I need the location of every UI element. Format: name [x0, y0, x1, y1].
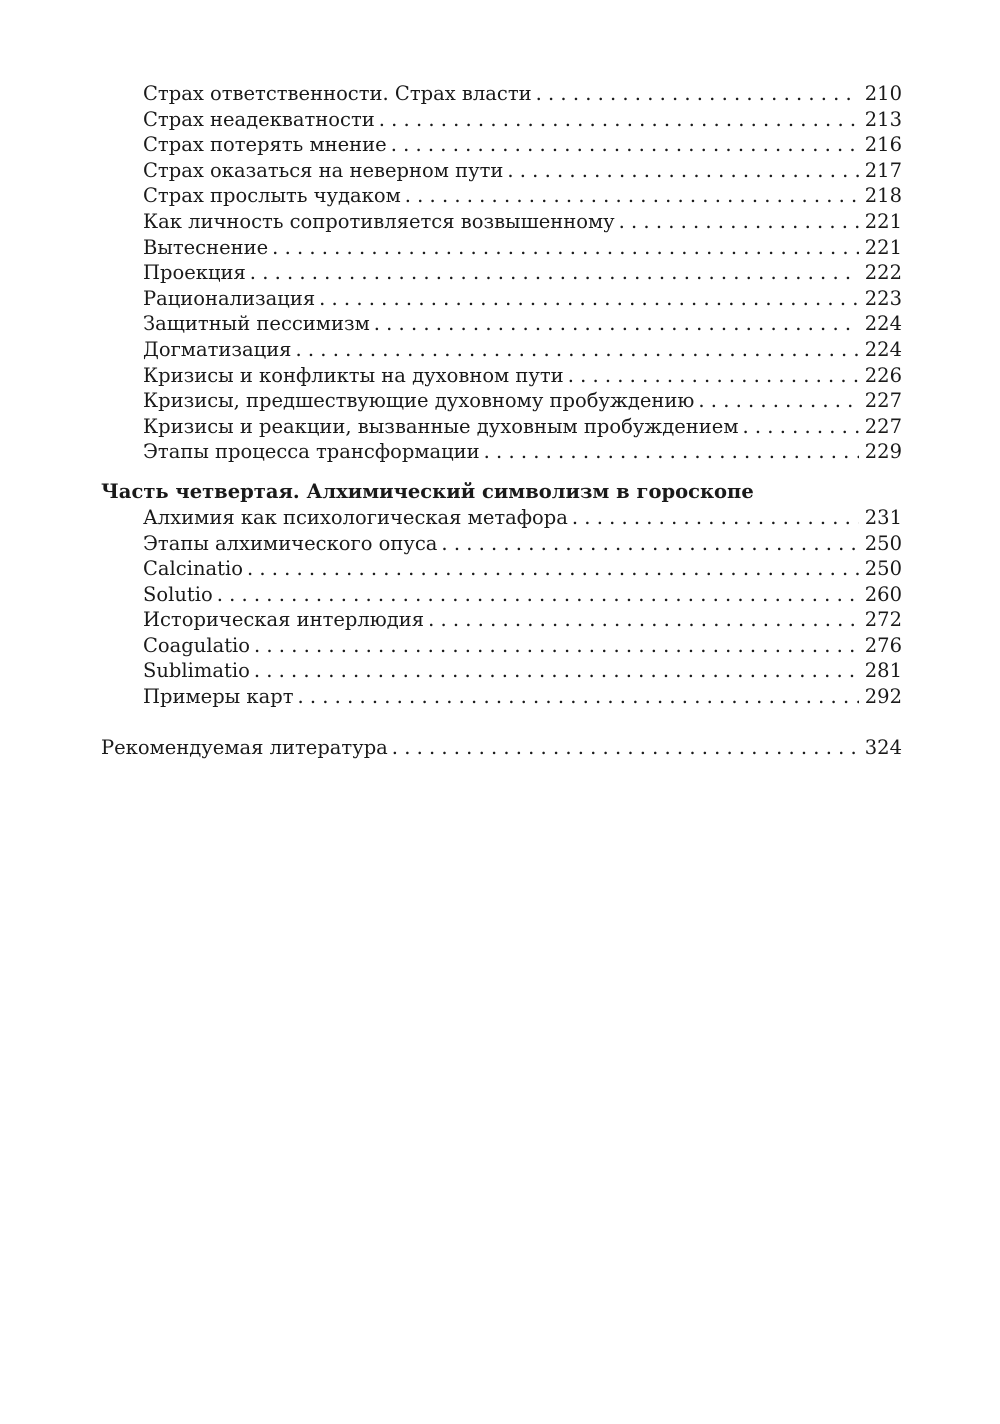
toc-entry-page: 281 — [864, 659, 902, 683]
toc-entry[interactable] — [101, 363, 902, 389]
toc-leader-dots — [428, 607, 859, 633]
toc-leader-dots — [254, 633, 859, 659]
toc-entry-title: Страх потерять мнение — [143, 132, 391, 158]
toc-entry-page: 223 — [864, 286, 902, 310]
toc-entry[interactable] — [101, 107, 902, 133]
toc-entry-title: Страх ответственности. Страх власти — [143, 81, 536, 107]
toc-entry-title: Примеры карт — [143, 684, 297, 710]
toc-entry[interactable] — [101, 81, 902, 107]
toc-leader-dots — [247, 556, 859, 582]
toc-part-four — [101, 505, 902, 710]
toc-entry[interactable] — [101, 260, 902, 286]
toc-entry-page: 224 — [864, 312, 902, 336]
toc-entry-title: Sublimatio — [143, 658, 254, 684]
toc-leader-dots — [441, 531, 858, 557]
toc-entry-page: 210 — [864, 82, 902, 105]
toc-entry[interactable] — [101, 183, 902, 209]
toc-entry-title: Кризисы и реакции, вызванные духовным пробуждением — [143, 414, 743, 440]
toc-entry-title: Догматизация — [143, 337, 296, 363]
toc-entry[interactable] — [101, 658, 902, 684]
toc-entry-bibliography[interactable] — [101, 735, 902, 761]
toc-entry-page: 226 — [864, 363, 902, 387]
toc-entry-title: Страх неадекватности — [143, 107, 379, 133]
toc-entry-title: Страх прослыть чудаком — [143, 183, 405, 209]
toc-entry-title: Защитный пессимизм — [143, 311, 374, 337]
toc-entry-page: 231 — [864, 505, 902, 529]
toc-entry[interactable] — [101, 388, 902, 414]
toc-entry-page: 260 — [864, 582, 902, 606]
toc-entry-page: 216 — [864, 133, 902, 157]
toc-entry-page: 229 — [864, 440, 902, 464]
toc-entry-title: Алхимия как психологическая метафора — [143, 505, 572, 531]
toc-entry-page: 218 — [864, 184, 902, 208]
toc-entry[interactable] — [101, 684, 902, 710]
table-of-contents — [101, 81, 902, 760]
toc-leader-dots — [572, 505, 859, 531]
toc-leader-dots — [297, 684, 858, 710]
toc-entry-page: 250 — [864, 557, 902, 581]
toc-leader-dots — [507, 158, 858, 184]
toc-entry-title: Calcinatio — [143, 556, 247, 582]
toc-leader-dots — [484, 439, 859, 465]
toc-entry[interactable] — [101, 337, 902, 363]
toc-entry-title: Coagulatio — [143, 633, 254, 659]
toc-entry-title: Рационализация — [143, 286, 319, 312]
toc-entry[interactable] — [101, 556, 902, 582]
toc-entry[interactable] — [101, 286, 902, 312]
toc-leader-dots — [379, 107, 859, 133]
toc-leader-dots — [743, 414, 859, 440]
toc-entry-title: Историческая интерлюдия — [143, 607, 428, 633]
toc-entry-title: Кризисы и конфликты на духовном пути — [143, 363, 568, 389]
toc-entry-title: Рекомендуемая литература — [101, 735, 392, 761]
toc-entry-page: 213 — [864, 107, 902, 131]
toc-leader-dots — [392, 735, 859, 761]
toc-leader-dots — [296, 337, 859, 363]
toc-entry[interactable] — [101, 311, 902, 337]
toc-leader-dots — [536, 81, 859, 107]
toc-leader-dots — [698, 388, 858, 414]
toc-leader-dots — [374, 311, 859, 337]
toc-entry-page: 224 — [864, 337, 902, 361]
toc-entry-title: Страх оказаться на неверном пути — [143, 158, 507, 184]
toc-entry[interactable] — [101, 439, 902, 465]
part-four-heading[interactable]: Часть четвертая. Алхимический символизм в гороскопе — [101, 479, 754, 503]
toc-entry-title: Вытеснение — [143, 235, 272, 261]
toc-entry-page: 276 — [864, 633, 902, 657]
toc-entry-title: Как личность сопротивляется возвышенному — [143, 209, 619, 235]
toc-leader-dots — [568, 363, 859, 389]
toc-entry-title: Этапы процесса трансформации — [143, 439, 484, 465]
toc-entry[interactable] — [101, 505, 902, 531]
toc-entry[interactable] — [101, 158, 902, 184]
toc-leader-dots — [217, 582, 859, 608]
toc-leader-dots — [405, 183, 859, 209]
toc-entry[interactable] — [101, 633, 902, 659]
toc-entry-page: 217 — [864, 158, 902, 182]
toc-leader-dots — [391, 132, 859, 158]
toc-entry-title: Этапы алхимического опуса — [143, 531, 441, 557]
toc-leader-dots — [250, 260, 859, 286]
toc-entry[interactable] — [101, 582, 902, 608]
toc-entry-title: Кризисы, предшествующие духовному пробуждению — [143, 388, 698, 414]
toc-entry-page: 272 — [864, 608, 902, 632]
toc-entry-page: 292 — [864, 685, 902, 709]
toc-entry[interactable] — [101, 132, 902, 158]
toc-entry-title: Solutio — [143, 582, 217, 608]
toc-entry[interactable] — [101, 531, 902, 557]
toc-entry-page: 250 — [864, 531, 902, 555]
toc-entry[interactable] — [101, 209, 902, 235]
toc-leader-dots — [272, 235, 859, 261]
toc-entry-page: 227 — [864, 389, 902, 413]
toc-entry-page: 227 — [864, 414, 902, 438]
toc-entry-page: 221 — [864, 209, 902, 233]
toc-entry-title: Проекция — [143, 260, 250, 286]
section-gap — [101, 710, 902, 735]
toc-entry-page: 221 — [864, 235, 902, 259]
toc-entry[interactable] — [101, 235, 902, 261]
toc-leader-dots — [619, 209, 859, 235]
toc-entry-page: 222 — [864, 261, 902, 285]
toc-leader-dots — [319, 286, 859, 312]
toc-entry[interactable] — [101, 607, 902, 633]
toc-leader-dots — [254, 658, 859, 684]
toc-section-continued — [101, 81, 902, 465]
toc-entry-page: 324 — [864, 735, 902, 759]
toc-entry[interactable] — [101, 414, 902, 440]
